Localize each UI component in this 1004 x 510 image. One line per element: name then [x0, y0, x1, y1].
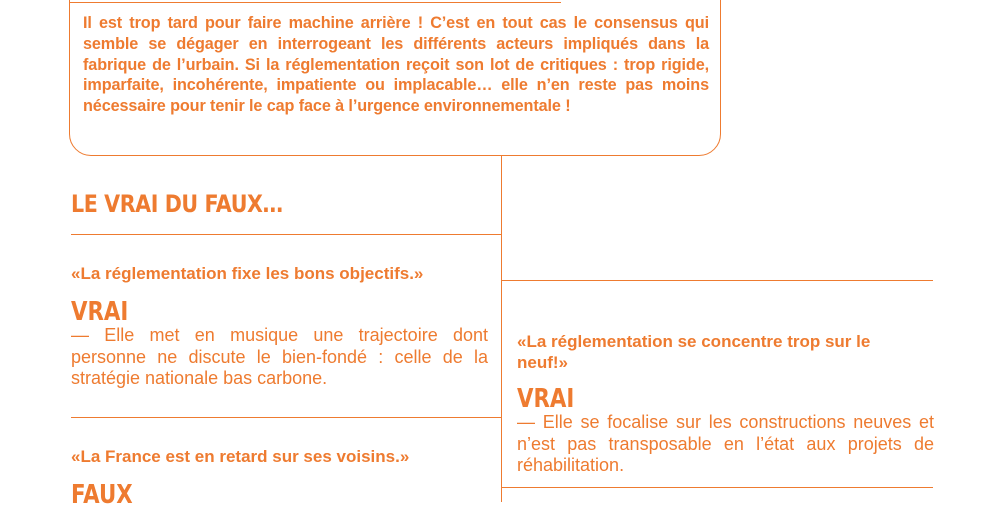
section-title: LE VRAI DU FAUX… [71, 190, 283, 218]
item-divider-left [71, 417, 501, 418]
title-rule [71, 234, 501, 235]
item-divider-right-bottom [502, 487, 933, 488]
item-divider-right-top [502, 280, 933, 281]
verdict-3: VRAI [517, 384, 575, 414]
verdict-2: FAUX [71, 480, 133, 510]
quote-1: «La réglementation fixe les bons objectifs.» [71, 264, 424, 283]
quote-3: «La réglementation se concentre trop sur le neuf!» [517, 332, 871, 372]
body-text-1: — Elle met en musique une trajectoire dont personne ne discute le bien-fondé : celle de la stratégie nationale bas carbone. [71, 325, 488, 388]
verdict-1: VRAI [71, 297, 129, 327]
intro-paragraph: Il est trop tard pour faire machine arrière ! C’est en tout cas le consensus qui semble se dégager en interrogeant les différents acteurs impliqués dans la fabrique de l’urbain. Si la réglementation reçoit son lot de critiques : trop rigide, imparfaite, incohérente, impatiente ou implacable… elle n’en reste pas moins nécessaire pour tenir le cap face à l’urgence environnementale ! [83, 14, 709, 116]
quote-2: «La France est en retard sur ses voisins.» [71, 447, 410, 466]
body-text-3: — Elle se focalise sur les constructions neuves et n’est pas transposable en l’état aux projets de réhabilitation. [517, 412, 934, 475]
column-divider [501, 156, 502, 502]
